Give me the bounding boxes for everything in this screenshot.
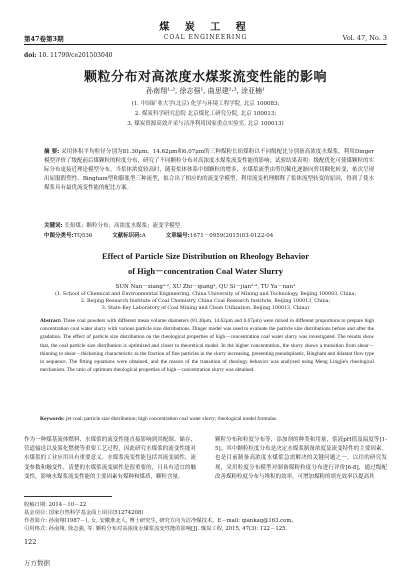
chinese-affiliation-1: (1. 中国矿业大学(北京) 化学与环境工程学院, 北京 100083; bbox=[131, 101, 280, 107]
english-title-line-2: of High－concentration Coal Water Slurry bbox=[127, 266, 284, 276]
clc-label: 中图分类号: bbox=[44, 233, 74, 239]
footnote-funding: 基金项目: 国家自然科学基金面上项目(51274208) bbox=[24, 510, 144, 516]
doc-code-label: 文献标识码: bbox=[112, 233, 142, 239]
article-no-value: 1671－0959(2015)03-0122-04 bbox=[189, 233, 274, 239]
volume-issue-en: Vol. 47, No. 3 bbox=[342, 34, 387, 42]
doi-line bbox=[24, 52, 112, 59]
english-authors: SUN Nan－xiang¹·², XU Zhi－qiang¹, QU Si－jian²·³, TU Ya－nan¹ bbox=[115, 284, 296, 290]
chinese-affiliation-2: 2. 煤炭科学研究总院 北京煤化工研究分院, 北京 100013; bbox=[134, 111, 277, 117]
classification-line bbox=[44, 231, 374, 239]
chinese-keywords bbox=[44, 221, 374, 229]
english-abstract bbox=[40, 317, 374, 374]
english-abstract-label: Abstract: bbox=[40, 318, 62, 324]
chinese-abstract bbox=[44, 148, 374, 193]
watermark-text: 万方数据 bbox=[24, 559, 50, 567]
chinese-abstract-text: 采用体积平均粒径分别为81.30μm、14.62μm和6.07μm的三种煤粉长焰煤粉以不同级配比分别备高浓度水煤浆，利用Dinger模型评价了级配前后煤颗粒的粒度分布，研究了不同颗粒分布对高浓度水煤浆流变性能的影响；试验结果表明：级配优化可使煤颗粒的实际分布更接近理论模型分布。当浆体浓度较高时，随着浆体体系中细颗粒的增多，水煤浆流型由剪切稀化逐渐向剪切稠化转变，依次呈现出屈服假塑性、Bingham型和膨胀型三种流型，拟合出了相应的的流变学模型，利用流变机理解释了浆体流型转变的原因，得到了使水煤浆具有最优流变性能的配比方案。 bbox=[44, 149, 375, 191]
journal-title-cn: 煤 炭 工 程 bbox=[159, 22, 252, 33]
journal-title-en: COAL ENGINEERING bbox=[163, 34, 248, 41]
page-number: 122 bbox=[24, 538, 37, 546]
doi-value: 10. 11799/ce201503040 bbox=[38, 52, 113, 59]
doi-label: doi: bbox=[24, 52, 37, 59]
body-column-right: 颗粒分布和粒度分布等，添加剂的种类和用量，浆液pH值及温度等[1-5]。其中颗粒粒度分布是决定水煤浆制备浓度及流变特性的主要因素，也是目前制备高浓度水煤浆急需解决的关键问题之一，以往的研究发现，采用粒度分布模型对制备煤粉粒度分布进行评价[6-8]，通过级配改善煤粉粒度分布与堆积的效率，可增加煤粉的填充效率以提高其 bbox=[215, 437, 387, 480]
article-no-label: 文章编号: bbox=[165, 233, 190, 239]
english-keywords-label: Keywords: bbox=[40, 416, 65, 422]
clc-value: TQ536 bbox=[73, 233, 93, 239]
english-abstract-text: Three coal powders with different mean volume diameters (81.30μm, 14.62μm and 6.07μm) were mixed in different proportions to prepare high concentration coal water slurry with various particle size distributions. Dinger model was used to evaluate the particle size distributions before and after the gradation. The effect of particle size distribution on the rheological properties of high－concentration coal water slurry was investigated. The results show that, the coal particle size distribution is optimized and closer to theoretical model. In the higher concentration, the slurry shows a transition from shear－thinning to shear－thickening characteristic as the fraction of fine particles in the slurry increasing, presenting pseudoplastic, Bingham and dilatant flow type in sequence. The fitting equations were obtained, and the reason of the transition of rheology behavior was analyzed using Meng Lingjie's rheological mechanism. The ratio of optimum rheological properties of high－concentration slurry was obtained. bbox=[40, 318, 374, 374]
english-title-line-1: Effect of Particle Size Distribution on Rheology Behavior bbox=[101, 251, 310, 261]
english-keywords bbox=[40, 415, 374, 423]
doc-code-field bbox=[112, 233, 146, 239]
chinese-affiliation-3: 3. 煤炭资源高效开采与洁净利用国家重点实验室, 北京 100013) bbox=[127, 121, 284, 127]
clc-field bbox=[44, 233, 92, 239]
english-affiliation-2: 2. Beijing Research Institute of Coal Chemistry, China Coal Research Institute, Beijing 100013, China; bbox=[80, 299, 331, 304]
english-affiliation-3: 3. State Key Laboratory of Coal Mining and Clean Utilization, Beijing 100013, China) bbox=[101, 306, 310, 311]
footnote-rule bbox=[24, 496, 112, 497]
chinese-keywords-label: 关键词: bbox=[44, 223, 63, 229]
footnote-citation: 引用格式: 孙南翔, 徐志强, 等. 颗粒分布对高浓度水煤浆流变性能的影响[J]. 煤炭工程, 2015, 47(3): 122－125. bbox=[24, 526, 288, 532]
chinese-abstract-label: 摘 要: bbox=[44, 149, 60, 155]
doc-code-value: A bbox=[141, 233, 146, 239]
footnote-author-bio: 作者简介: 孙南翔(1987－), 女, 安徽淮北人, 博士研究生, 研究方向为洁净煤技术。E－mail: qiankaq@163.com。 bbox=[24, 518, 297, 524]
chinese-keywords-text: 长焰煤；颗粒分布；高浓度水煤浆；流变学模型 bbox=[64, 223, 180, 229]
english-keywords-text: jet coal; particle size distribution; high concentration coal water slurry; rheological model formulas bbox=[66, 416, 277, 422]
chinese-title: 颗粒分布对高浓度水煤浆流变性能的影响 bbox=[83, 70, 327, 85]
chinese-authors: 孙南翔¹·², 徐志强¹, 曲思建²·³, 涂亚楠¹ bbox=[146, 87, 265, 95]
body-column-left: 作为一种煤基流体燃料，水煤浆的流变性能直接影响到其配制、储存、管道输送以及雾化燃烧等重要工艺过程，因此研究水煤浆的流变性能对水煤浆的工业应用具有重要意义。水煤浆流变性能包括其流变属性，流变参数和触变性，清楚的水煤浆流变属性是很重要的，且具有适宜的触变性，影响水煤浆流变性能的主要因素有煤种和煤质，颗粒含量、 bbox=[24, 437, 196, 480]
footnote-received: 收稿日期: 2014－10－22 bbox=[24, 502, 87, 508]
header-rule bbox=[24, 44, 387, 45]
volume-issue-cn: 第47卷第3期 bbox=[24, 35, 64, 43]
english-affiliation-1: (1. School of Chemical and Environmental Engineering, China University of Mining and Technology, Beijing 100083, China; bbox=[54, 292, 357, 297]
article-no-field bbox=[166, 233, 274, 239]
